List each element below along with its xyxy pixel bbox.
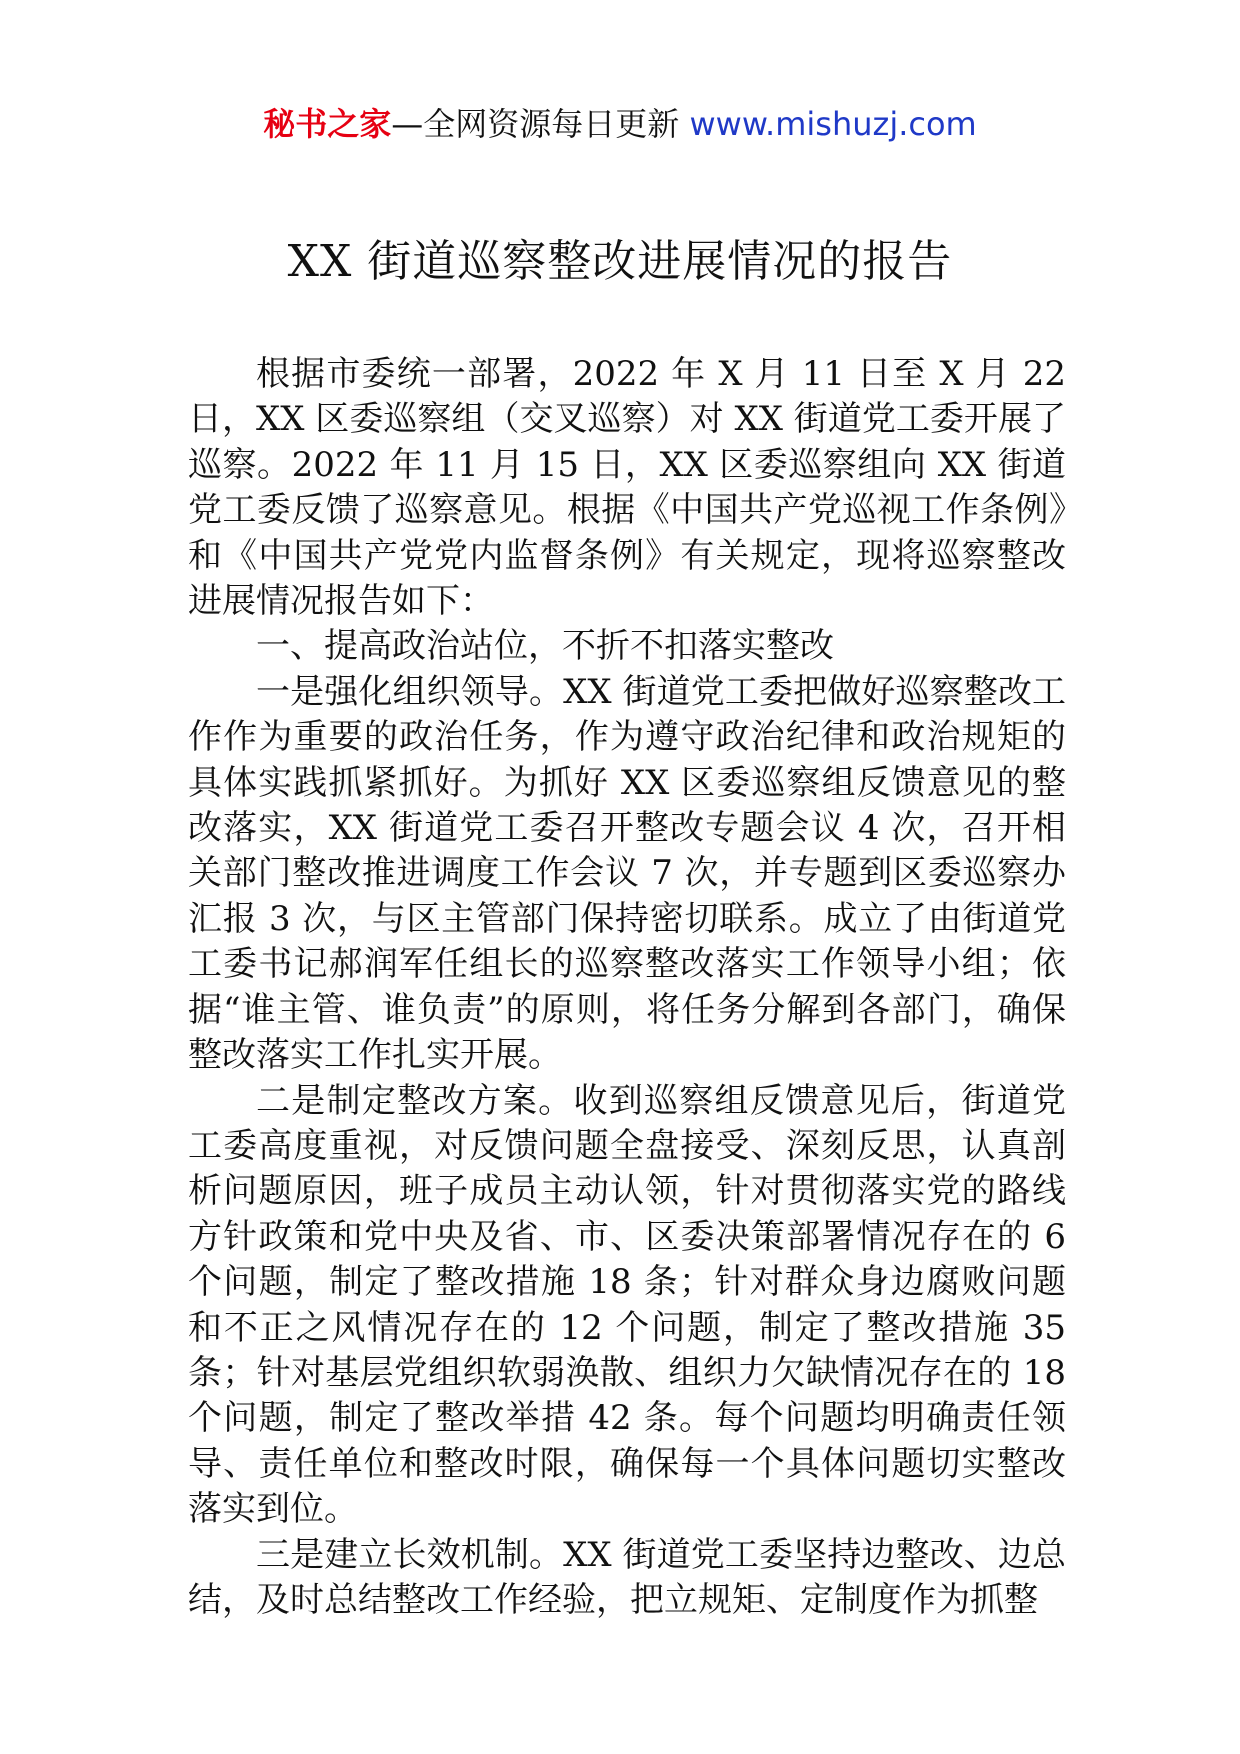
- document-body: [188, 352, 1066, 1623]
- paragraph-long-term-mechanism: 三是建立长效机制。XX 街道党工委坚持边整改、边总结，及时总结整改工作经验，把立规矩、定制度作为抓整: [188, 1534, 1066, 1620]
- site-header: [0, 102, 1240, 146]
- paragraph-organization-leadership: 一是强化组织领导。XX 街道党工委把做好巡察整改工作作为重要的政治任务，作为遵守政治纪律和政治规矩的具体实践抓紧抓好。为抓好 XX 区委巡察组反馈意见的整改落实，XX 街道党工委召开整改专题会议 4 次，召开相关部门整改推进调度工作会议 7 次，并专题到区委巡察办汇报 3 次，与区主管部门保持密切联系。成立了由街道党工委书记郝润军任组长的巡察整改落实工作领导小组；依据“谁主管、谁负责”的原则，将任务分解到各部门，确保整改落实工作扎实开展。: [188, 671, 1066, 1076]
- paragraph-rectification-plan: 二是制定整改方案。收到巡察组反馈意见后，街道党工委高度重视，对反馈问题全盘接受、深刻反思，认真剖析问题原因，班子成员主动认领，针对贯彻落实党的路线方针政策和党中央及省、市、区委决策部署情况存在的 6 个问题，制定了整改措施 18 条；针对群众身边腐败问题和不正之风情况存在的 12 个问题，制定了整改措施 35 条；针对基层党组织软弱涣散、组织力欠缺情况存在的 18 个问题，制定了整改举措 42 条。每个问题均明确责任领导、责任单位和整改时限，确保每一个具体问题切实整改落实到位。: [188, 1080, 1066, 1530]
- site-url-link[interactable]: www.mishuzj.com: [689, 105, 977, 143]
- section-heading-1: 一、提高政治站位，不折不扣落实整改: [256, 626, 834, 667]
- brand-name: 秘书之家: [263, 105, 392, 143]
- paragraph-intro: 根据市委统一部署，2022 年 X 月 11 日至 X 月 22 日，XX 区委巡察组（交叉巡察）对 XX 街道党工委开展了巡察。2022 年 11 月 15 日，XX 区委巡察组向 XX 街道党工委反馈了巡察意见。根据《中国共产党巡视工作条例》和《中国共产党党内监督条例》有关规定，现将巡察整改进展情况报告如下：: [188, 354, 1066, 622]
- header-slogan: —全网资源每日更新: [391, 105, 690, 143]
- document-title: XX 街道巡察整改进展情况的报告: [287, 236, 953, 287]
